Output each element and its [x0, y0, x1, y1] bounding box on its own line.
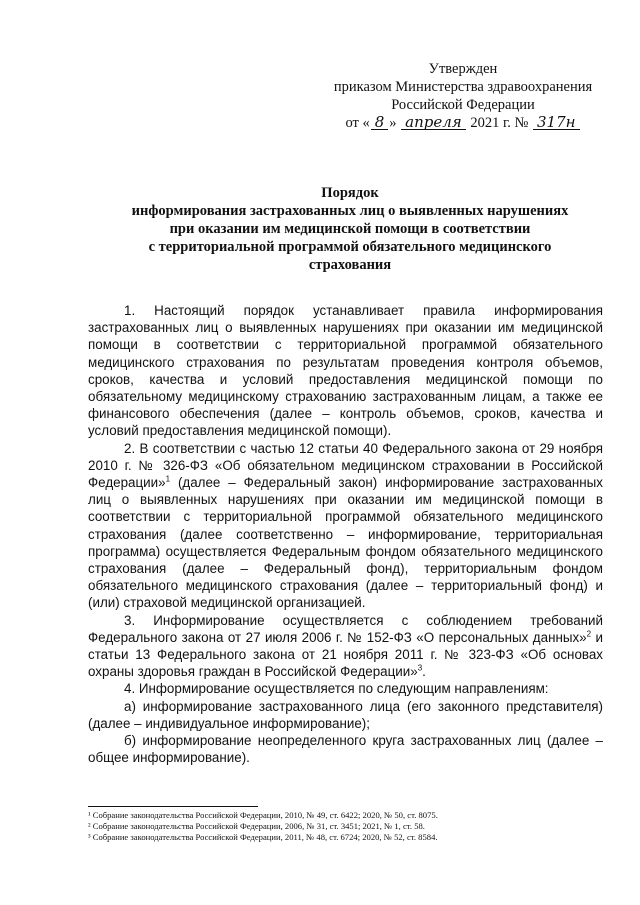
footnotes — [88, 806, 603, 843]
document-title — [90, 184, 610, 274]
paragraph-4a: а) информирование застрахованного лица (его законного представителя) (далее – индивидуальное информирование); — [88, 698, 603, 731]
paragraph-2 — [88, 440, 603, 612]
title-line-4: с территориальной программой обязательного медицинского — [148, 239, 552, 255]
footnote-ref-3: 3 — [417, 663, 423, 673]
handwritten-month: апреля — [401, 115, 466, 130]
date-prefix: от « — [345, 115, 370, 131]
handwritten-order-number: 317н — [533, 115, 580, 130]
paragraph-4: 4. Информирование осуществляется по следующим направлениям: — [124, 681, 549, 697]
approval-ministry: приказом Министерства здравоохранения — [333, 79, 593, 95]
paragraph-3-part-c: . — [422, 664, 426, 680]
footnote-1: ¹ Собрание законодательства Российской Федерации, 2010, № 49, ст. 6422; 2020, № 50, ст. 8075. — [88, 810, 438, 820]
date-mid: » — [389, 115, 397, 131]
footnote-divider — [88, 806, 258, 807]
approval-block — [318, 60, 608, 132]
document-body — [88, 302, 603, 766]
paragraph-2-part-b: (далее – Федеральный закон) информирование застрахованных лиц о выявленных нарушениях при оказании им медицинской помощи в соответствии с территориальной программой обязательного медицинского страхования (далее соответственно – информирование, территориальная программа) осуществляется Федеральным фондом обязательного медицинского страхования (далее – Федеральный фонд), территориальным фондом обязательного медицинского страхования (далее – территориальный фонд) и (или) страховой медицинской организацией. — [88, 475, 603, 611]
order-year: 2021 г. № — [470, 115, 529, 131]
handwritten-day: 8 — [371, 115, 389, 130]
footnote-ref-1: 1 — [165, 474, 171, 484]
paragraph-3 — [88, 612, 603, 681]
title-line-5: страхования — [308, 257, 392, 273]
footnote-3: ³ Собрание законодательства Российской Федерации, 2011, № 48, ст. 6724; 2020, № 52, ст. 8584. — [88, 832, 438, 842]
footnote-ref-2: 2 — [586, 629, 592, 639]
title-line-1: Порядок — [321, 185, 379, 201]
title-line-3: при оказании им медицинской помощи в соответствии — [169, 221, 531, 237]
title-line-2: информирования застрахованных лиц о выявленных нарушениях — [131, 203, 569, 219]
approval-date-line — [318, 114, 608, 132]
paragraph-3-part-a: 3. Информирование осуществляется с соблюдением требований Федерального закона от 27 июля 2006 г. № 152-ФЗ «О персональных данных» — [88, 612, 603, 645]
approval-heading: Утвержден — [428, 61, 498, 77]
paragraph-2-part-a: 2. В соответствии с частью 12 статьи 40 Федерального закона от 29 ноября 2010 г. № 326-ФЗ «Об обязательном медицинском страховании в Российской Федерации» — [88, 440, 603, 491]
paragraph-4b: б) информирование неопределенного круга застрахованных лиц (далее – общее информирование). — [88, 733, 603, 766]
paragraph-3-part-b: и статьи 13 Федерального закона от 21 ноября 2011 г. № 323-ФЗ «Об основах охраны здоровья граждан в Российской Федерации» — [88, 629, 603, 680]
approval-country: Российской Федерации — [391, 97, 535, 113]
paragraph-1: 1. Настоящий порядок устанавливает правила информирования застрахованных лиц о выявленных нарушениях при оказании им медицинской помощи в соответствии с территориальной программой обязательного медицинского страхования по результатам проведения контроля объемов, сроков, качества и условий предоставления медицинской помощи по обязательному медицинскому страхованию застрахованным лицам, а также ее финансового обеспечения (далее – контроль объемов, сроков, качества и условий предоставления медицинской помощи). — [88, 303, 603, 439]
footnote-2: ² Собрание законодательства Российской Федерации, 2006, № 31, ст. 3451; 2021, № 1, ст. 58. — [88, 821, 425, 831]
